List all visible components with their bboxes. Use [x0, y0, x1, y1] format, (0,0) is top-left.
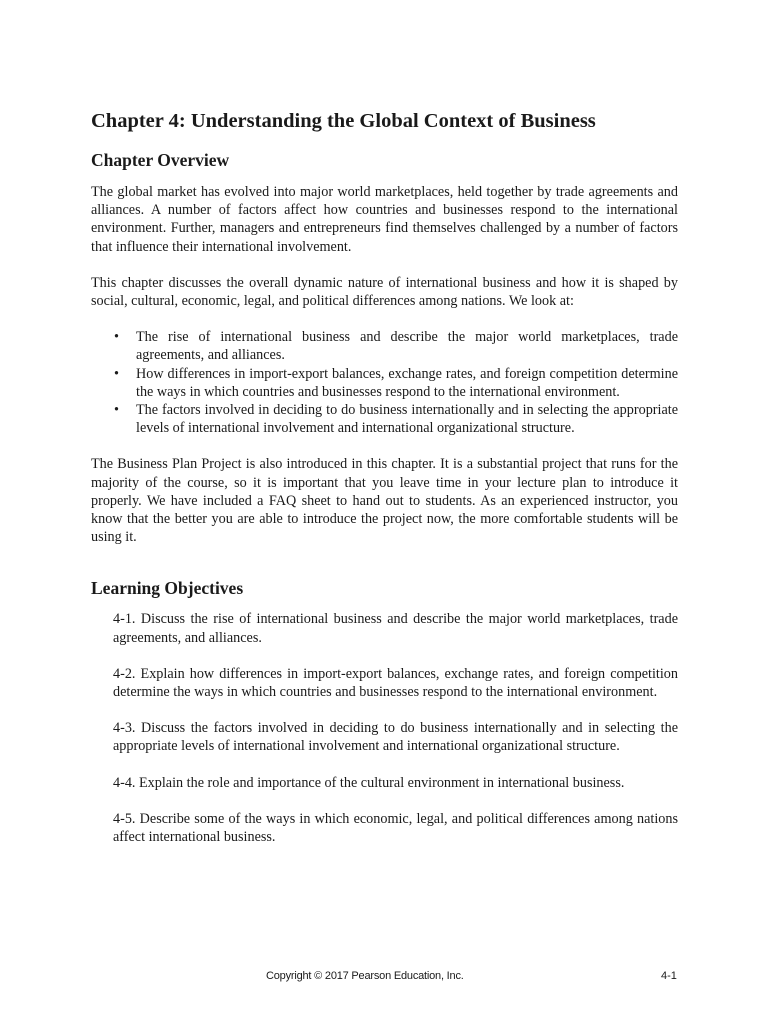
list-item	[114, 365, 678, 401]
overview-paragraph-1: The global market has evolved into major world marketplaces, held together by trade agreements and alliances. A number of factors affect how countries and businesses respond to the international environment. Further, managers and entrepreneurs find themselves challenged by a number of factors that influence their international involvement.	[91, 184, 678, 255]
overview-bullet-list	[91, 328, 678, 437]
objective-item: 4-1. Discuss the rise of international business and describe the major world marketplaces, trade agreements, and alliances.	[113, 611, 678, 646]
objective-item: 4-2. Explain how differences in import-export balances, exchange rates, and foreign competition determine the ways in which countries and businesses respond to the international environment.	[113, 665, 678, 701]
objectives-heading: Learning Objectives	[91, 578, 244, 599]
objectives-list	[91, 610, 678, 846]
bullet-text: The rise of international business and describe the major world marketplaces, trade agreements, and alliances.	[136, 329, 678, 364]
overview-paragraph-2: This chapter discusses the overall dynamic nature of international business and how it is shaped by social, cultural, economic, legal, and political differences among nations. We look at:	[91, 274, 678, 310]
list-item	[114, 401, 678, 437]
bullet-icon: •	[114, 365, 119, 382]
page-number: 4-1	[661, 970, 677, 982]
bullet-text: The factors involved in deciding to do business internationally and in selecting the appropriate levels of international involvement and international organizational structure.	[136, 402, 678, 437]
bullet-icon: •	[114, 402, 119, 419]
copyright-notice: Copyright © 2017 Pearson Education, Inc.	[266, 970, 464, 982]
chapter-title: Chapter 4: Understanding the Global Context of Business	[91, 110, 596, 132]
bullet-icon: •	[114, 329, 119, 346]
document-page	[91, 108, 678, 864]
objective-item: 4-3. Discuss the factors involved in deciding to do business internationally and in selecting the appropriate levels of international involvement and international organizational structure.	[113, 720, 678, 755]
overview-heading: Chapter Overview	[91, 150, 230, 170]
business-plan-paragraph: The Business Plan Project is also introduced in this chapter. It is a substantial project that runs for the majority of the course, so it is important that you leave time in your lecture plan to introduce it properly. We have included a FAQ sheet to hand out to students. As an experienced instructor, you know that the better you are able to introduce the project now, the more comfortable students will be using it.	[91, 456, 678, 546]
objective-item: 4-5. Describe some of the ways in which economic, legal, and political differences among nations affect international business.	[113, 810, 678, 846]
list-item	[114, 328, 678, 364]
objective-item: 4-4. Explain the role and importance of the cultural environment in international business.	[113, 774, 625, 791]
bullet-text: How differences in import-export balances, exchange rates, and foreign competition determine the ways in which countries and businesses respond to the international environment.	[136, 365, 678, 400]
